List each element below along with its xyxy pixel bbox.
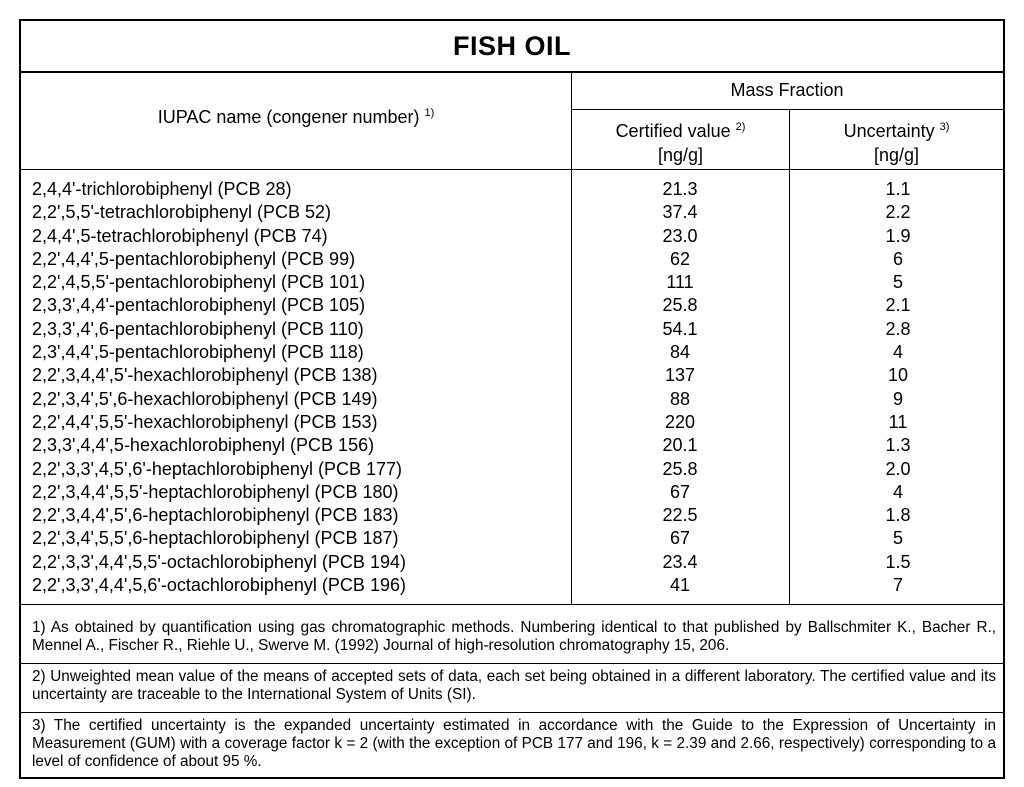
- congener-name: 2,4,4',5-tetrachlorobiphenyl (PCB 74): [32, 225, 328, 246]
- certified-value: 41: [669, 575, 691, 596]
- iupac-header-note: 1): [424, 107, 435, 119]
- congener-name: 2,2',3,3',4,4',5,6'-octachlorobiphenyl (PCB 196): [32, 575, 406, 596]
- certified-value: 67: [669, 481, 691, 502]
- uncertainty-value: 4: [892, 342, 903, 363]
- uncertainty-unit: [ng/g]: [873, 145, 920, 165]
- congener-name: 2,3,3',4,4',5-hexachlorobiphenyl (PCB 156): [32, 435, 375, 456]
- uncertainty-value: 2.1: [885, 295, 911, 316]
- uncertainty-value: 1.3: [885, 435, 911, 456]
- congener-name-column: [32, 178, 406, 597]
- certified-value: 21.3: [662, 179, 698, 199]
- uncertainty-value: 2.8: [885, 318, 911, 339]
- congener-name: 2,2',3,3',4,5',6'-heptachlorobiphenyl (PCB 177): [32, 458, 402, 479]
- certified-value: 137: [664, 365, 696, 386]
- congener-name: 2,2',4,5,5'-pentachlorobiphenyl (PCB 101): [32, 272, 366, 293]
- congener-name: 2,3,3',4',6-pentachlorobiphenyl (PCB 110): [32, 318, 364, 339]
- certified-value-header: [572, 115, 789, 167]
- table-title: FISH OIL: [453, 30, 571, 61]
- certified-value: 220: [664, 411, 696, 432]
- certified-value: 37.4: [662, 202, 698, 223]
- uncertainty-value: 2.2: [885, 202, 911, 223]
- certified-value-column: [571, 178, 789, 597]
- uncertainty-value: 10: [887, 365, 909, 386]
- certified-value: 25.8: [662, 295, 698, 316]
- congener-name: 2,2',4,4',5,5'-hexachlorobiphenyl (PCB 153): [32, 411, 378, 432]
- certified-value: 67: [669, 528, 691, 549]
- uncertainty-column: [791, 178, 1005, 597]
- certified-value: 23.4: [662, 551, 698, 572]
- certified-value-unit: [ng/g]: [657, 145, 704, 165]
- uncertainty-value: 5: [892, 272, 903, 293]
- certified-value: 84: [669, 342, 691, 363]
- uncertainty-value: 4: [892, 481, 903, 502]
- congener-name: 2,2',3,4,4',5'-hexachlorobiphenyl (PCB 138): [32, 365, 378, 386]
- congener-name: 2,2',3,4',5',6-hexachlorobiphenyl (PCB 149): [32, 388, 378, 409]
- uncertainty-value: 2.0: [885, 458, 911, 479]
- footnote-divider-1: [21, 663, 1003, 664]
- uncertainty-header: [790, 115, 1003, 167]
- certified-value-label: Certified value: [615, 121, 731, 141]
- uncertainty-value: 5: [892, 528, 903, 549]
- uncertainty-value: 1.9: [885, 225, 911, 246]
- congener-name: 2,2',4,4',5-pentachlorobiphenyl (PCB 99): [32, 248, 356, 269]
- mass-fraction-label: Mass Fraction: [730, 80, 844, 100]
- certified-value: 22.5: [662, 505, 698, 526]
- congener-name: 2,3,3',4,4'-pentachlorobiphenyl (PCB 105): [32, 295, 366, 316]
- group-header-divider: [571, 109, 1003, 110]
- congener-name: 2,2',5,5'-tetrachlorobiphenyl (PCB 52): [32, 202, 332, 223]
- footnote-divider-2: [21, 712, 1003, 713]
- footnote-2: 2) Unweighted mean value of the means of accepted sets of data, each set being obtained in a different laboratory. The certified value and its uncertainty are traceable to the International System of Units (SI).: [32, 668, 996, 703]
- congener-name: 2,2',3,4',5,5',6-heptachlorobiphenyl (PCB 187): [32, 528, 399, 549]
- congener-name: 2,2',3,3',4,4',5,5'-octachlorobiphenyl (PCB 194): [32, 551, 406, 572]
- uncertainty-value: 1.8: [885, 505, 911, 526]
- iupac-header: [21, 101, 571, 129]
- certified-value: 88: [669, 388, 691, 409]
- certified-value: 25.8: [662, 458, 698, 479]
- certified-value: 62: [669, 248, 691, 269]
- footnote-1: 1) As obtained by quantification using gas chromatographic methods. Numbering identical to that published by Ballschmiter K., Bacher R., Mennel A., Fischer R., Riehle U., Swerve M. (1992) Journal of high-resolution chromatography 15, 206.: [32, 619, 996, 654]
- certified-value-note: 2): [735, 121, 746, 133]
- header-divider: [21, 169, 1003, 170]
- congener-name: 2,3',4,4',5-pentachlorobiphenyl (PCB 118): [32, 342, 364, 363]
- certified-value: 23.0: [662, 225, 698, 246]
- mass-fraction-header: [571, 78, 1003, 102]
- congener-name: 2,2',3,4,4',5,5'-heptachlorobiphenyl (PCB 180): [32, 481, 399, 502]
- footnote-3: 3) The certified uncertainty is the expanded uncertainty estimated in accordance with the Guide to the Expression of Uncertainty in Measurement (GUM) with a coverage factor k = 2 (with the exception of PCB 177 and 196, k = 2.39 and 2.66, respectively) corresponding to a level of confidence of about 95 %.: [32, 717, 996, 770]
- body-divider: [21, 604, 1003, 605]
- uncertainty-value: 9: [892, 388, 903, 409]
- certified-value: 20.1: [662, 435, 698, 456]
- uncertainty-note: 3): [939, 121, 950, 133]
- congener-name: 2,2',3,4,4',5',6-heptachlorobiphenyl (PCB 183): [32, 505, 399, 526]
- certificate-table: [19, 19, 1005, 779]
- iupac-header-label: IUPAC name (congener number): [157, 107, 420, 127]
- certified-value: 111: [666, 272, 694, 293]
- title-divider: [21, 71, 1003, 73]
- value-column-divider: [789, 109, 790, 604]
- uncertainty-label: Uncertainty: [843, 121, 935, 141]
- certified-value: 54.1: [662, 318, 698, 339]
- uncertainty-value: 1.5: [885, 551, 911, 572]
- uncertainty-value: 11: [888, 411, 908, 432]
- uncertainty-value: 7: [892, 575, 903, 596]
- uncertainty-value: 1.1: [885, 179, 911, 199]
- congener-name: 2,4,4'-trichlorobiphenyl (PCB 28): [32, 179, 292, 199]
- uncertainty-value: 6: [892, 248, 903, 269]
